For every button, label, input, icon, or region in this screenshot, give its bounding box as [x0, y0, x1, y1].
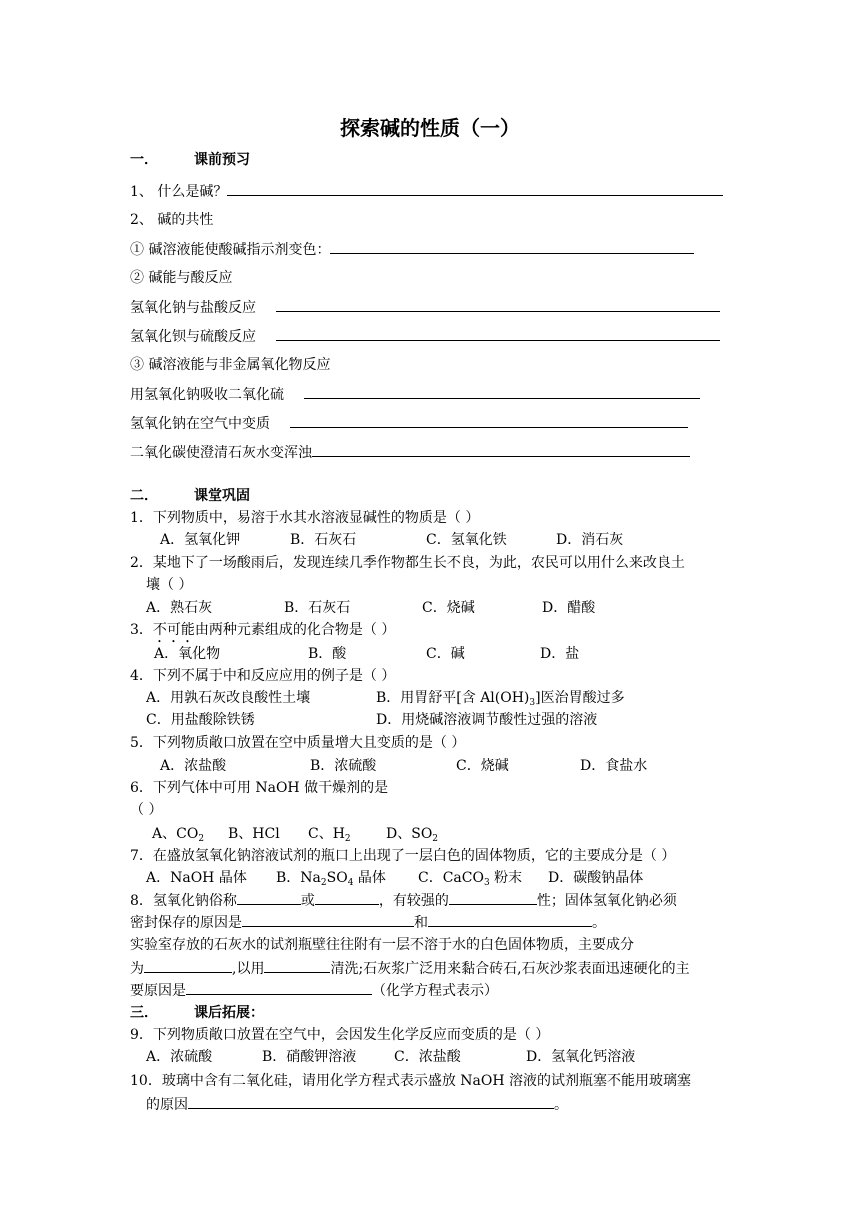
option-a[interactable]: [152, 824, 204, 844]
question-6-paren: （ ）: [130, 802, 163, 818]
emphasis-text: 不可能: [152, 622, 195, 638]
answer-blank[interactable]: [264, 958, 330, 973]
question-text: 的原因: [146, 1097, 188, 1113]
answer-blank[interactable]: [312, 442, 690, 457]
option-d[interactable]: D．食盐水: [580, 758, 648, 774]
option-b[interactable]: B．石灰石: [290, 532, 357, 548]
question-8-line-2: [130, 912, 606, 933]
option-text: D、SO: [386, 826, 433, 842]
answer-blank[interactable]: [290, 413, 688, 428]
option-a[interactable]: A．氢氧化钾: [160, 532, 241, 548]
option-d[interactable]: D．消石灰: [556, 532, 624, 548]
question-10-stem: 10．玻璃中含有二氧化硅，请用化学方程式表示盛放 NaOH 溶液的试剂瓶塞不能用玻璃塞: [130, 1073, 691, 1089]
reaction-2: [130, 326, 720, 347]
option-d[interactable]: D．用烧碱溶液调节酸性过强的溶液: [376, 712, 598, 728]
question-text: ,以用: [232, 961, 265, 977]
item-text: 二氧化碳使澄清石灰水变浑浊: [130, 445, 312, 461]
question-2-stem: 2．某地下了一场酸雨后，发现连续几季作物都生长不良，为此，农民可以用什么来改良土: [130, 555, 685, 571]
question-4-stem: 4．下列不属于中和反应应用的例子是（ ）: [130, 668, 396, 684]
section-heading-1: [130, 150, 250, 170]
question-text: 8．氢氧化钠俗称: [130, 893, 237, 909]
answer-blank[interactable]: [144, 958, 232, 973]
page-title: 探索碱的性质（一）: [340, 116, 520, 140]
subscript: 3: [529, 698, 536, 708]
preview-q2: 2、 碱的共性: [130, 212, 214, 228]
option-c[interactable]: C．烧碱: [456, 758, 509, 774]
answer-blank[interactable]: [315, 890, 379, 905]
question-10-stem-cont: [146, 1094, 568, 1115]
option-c[interactable]: C．烧碱: [422, 600, 475, 616]
common-property-3: ③ 碱溶液能与非金属氧化物反应: [130, 357, 331, 373]
section-name: 课前预习: [194, 152, 250, 168]
question-6-stem: 6．下列气体中可用 NaOH 做干燥剂的是: [130, 780, 389, 796]
option-text: C．CaCO: [418, 870, 484, 886]
preview-q1: [130, 181, 723, 202]
item-text: 氢氧化钡与硫酸反应: [130, 329, 256, 345]
reaction-3: [130, 384, 700, 405]
question-text: 要原因是: [130, 983, 186, 999]
answer-blank[interactable]: [428, 912, 592, 927]
question-text: （化学方程式表示）: [372, 983, 498, 999]
section-heading-3: [130, 1003, 264, 1023]
question-number: 3．: [130, 622, 153, 638]
question-1-stem: 1．下列物质中，易溶于水其水溶液显碱性的物质是（ ）: [130, 510, 480, 526]
option-text: ]医治胃酸过多: [535, 690, 625, 706]
section-name: 课堂巩固: [194, 488, 250, 504]
common-property-1: [130, 239, 694, 260]
question-text: 清洗;石灰浆广泛用来黏合砖石,石灰沙浆表面迅速硬化的主: [330, 961, 690, 977]
option-c[interactable]: [418, 868, 522, 888]
answer-blank[interactable]: [237, 890, 301, 905]
option-b[interactable]: [376, 688, 625, 708]
option-b[interactable]: B．浓硫酸: [310, 758, 377, 774]
option-a[interactable]: A．熟石灰: [146, 600, 213, 616]
option-b[interactable]: [276, 868, 386, 888]
subscript: 2: [432, 834, 439, 844]
subscript: 2: [320, 878, 327, 888]
answer-blank[interactable]: [227, 181, 723, 196]
option-text: A、CO: [152, 826, 199, 842]
answer-blank[interactable]: [242, 912, 414, 927]
answer-blank[interactable]: [186, 980, 372, 995]
section-name: 课后拓展：: [194, 1005, 264, 1021]
subscript: 2: [198, 834, 205, 844]
answer-blank[interactable]: [304, 384, 700, 399]
option-d[interactable]: D．碳酸钠晶体: [548, 870, 644, 886]
reaction-5: [130, 442, 690, 463]
option-a[interactable]: A．NaOH 晶体: [146, 870, 247, 886]
question-8-line-4: [130, 958, 690, 979]
question-8-line-3: 实验室存放的石灰水的试剂瓶壁往往附有一层不溶于水的白色固体物质，主要成分: [130, 937, 634, 953]
subscript: 2: [344, 834, 351, 844]
question-text: 和: [414, 915, 428, 931]
common-property-2: ② 碱能与酸反应: [130, 270, 233, 286]
answer-blank[interactable]: [188, 1094, 554, 1109]
option-text: SO: [326, 870, 348, 886]
option-b[interactable]: B．酸: [308, 646, 347, 662]
item-text: 氢氧化钠在空气中变质: [130, 416, 270, 432]
option-b[interactable]: B．硝酸钾溶液: [262, 1049, 357, 1065]
answer-blank[interactable]: [276, 297, 720, 312]
answer-blank[interactable]: [330, 239, 694, 254]
section-number: 三．: [130, 1005, 158, 1021]
option-c[interactable]: C．浓盐酸: [394, 1049, 461, 1065]
option-a[interactable]: A．浓硫酸: [146, 1049, 213, 1065]
question-9-stem: 9．下列物质敞口放置在空气中，会因发生化学反应而变质的是（ ）: [130, 1027, 550, 1043]
question-text: 性；固体氢氧化钠必须: [536, 893, 677, 909]
question-text: 密封保存的原因是: [130, 915, 242, 931]
question-2-stem-cont: 壤（ ）: [146, 577, 193, 593]
option-a[interactable]: A．浓盐酸: [160, 758, 227, 774]
item-text: 用氢氧化钠吸收二氧化硫: [130, 387, 284, 403]
option-b[interactable]: B．石灰石: [284, 600, 351, 616]
question-text: 由两种元素组成的化合物是（ ）: [194, 622, 396, 638]
option-d[interactable]: D．盐: [540, 646, 580, 662]
question-8-line-5: [130, 980, 498, 1001]
item-text: ① 碱溶液能使酸碱指示剂变色：: [130, 242, 331, 258]
reaction-4: [130, 413, 688, 434]
option-a[interactable]: A．氧化物: [154, 646, 221, 662]
question-text: 或: [300, 893, 315, 909]
question-text: 。: [554, 1097, 568, 1113]
option-d[interactable]: [386, 824, 438, 844]
question-8-line-1: [130, 890, 677, 911]
option-d[interactable]: D．醋酸: [542, 600, 596, 616]
option-c[interactable]: C．碱: [426, 646, 465, 662]
question-3-stem: [130, 620, 395, 646]
answer-blank[interactable]: [449, 890, 537, 905]
question-5-stem: 5．下列物质敞口放置在空中质量增大且变质的是（ ）: [130, 735, 466, 751]
option-text: 粉末: [489, 870, 523, 886]
item-text: 氢氧化钠与盐酸反应: [130, 300, 256, 316]
question-text: 1、 什么是碱？: [130, 184, 228, 200]
option-c[interactable]: C．氢氧化铁: [426, 532, 507, 548]
option-c[interactable]: [308, 824, 351, 844]
reaction-1: [130, 297, 720, 318]
subscript: 3: [483, 878, 490, 888]
option-text: C、H: [308, 826, 345, 842]
option-text: B．Na: [276, 870, 321, 886]
section-number: 一．: [130, 152, 158, 168]
option-a[interactable]: A．用孰石灰改良酸性土壤: [146, 690, 311, 706]
question-7-stem: 7．在盛放氢氧化钠溶液试剂的瓶口上出现了一层白色的固体物质，它的主要成分是（ ）: [130, 848, 676, 864]
subscript: 4: [347, 878, 354, 888]
section-number: 二．: [130, 488, 158, 504]
option-text: 晶体: [353, 870, 386, 886]
option-d[interactable]: D．氢氧化钙溶液: [526, 1049, 636, 1065]
option-c[interactable]: C．用盐酸除铁锈: [146, 712, 255, 728]
question-text: ，有较强的: [378, 893, 449, 909]
answer-blank[interactable]: [276, 326, 720, 341]
option-b[interactable]: B、HCl: [228, 826, 280, 842]
option-text: B．用胃舒平[含 Al(OH): [376, 690, 530, 706]
question-text: 为: [130, 961, 144, 977]
question-text: 。: [592, 915, 606, 931]
section-heading-2: [130, 486, 250, 506]
